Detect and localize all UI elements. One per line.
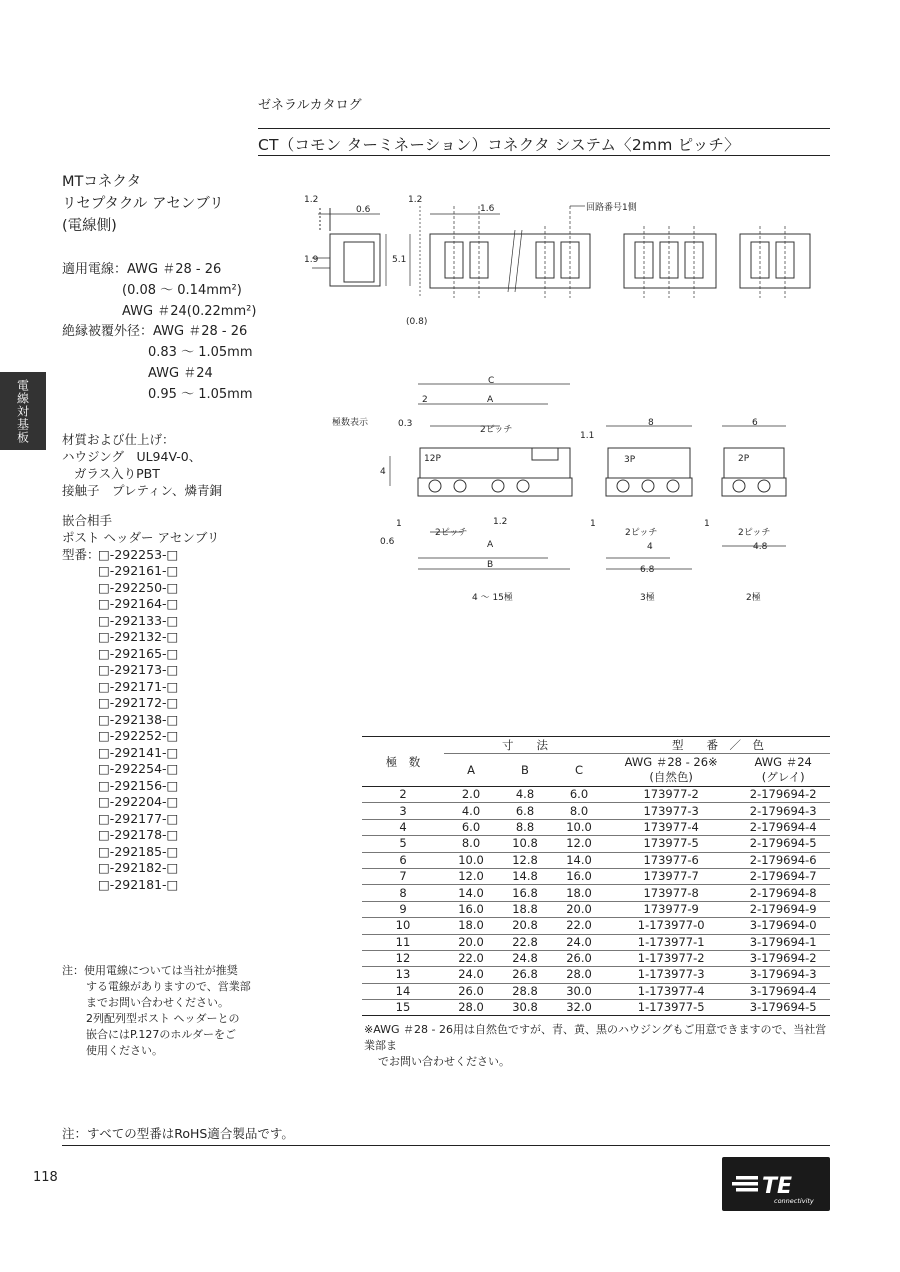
series-title: CT（コモン ターミネーション）コネクタ システム〈2mm ピッチ〉 bbox=[258, 136, 740, 154]
table-cell: 4.8 bbox=[498, 787, 552, 803]
table-cell: 22.0 bbox=[444, 950, 498, 966]
dim-label: 1.6 bbox=[480, 204, 495, 214]
part-number-item: □-292204-□ bbox=[98, 794, 179, 810]
table-cell: 1-173977-0 bbox=[606, 918, 736, 934]
table-row bbox=[362, 885, 830, 901]
te-logo-icon bbox=[722, 1157, 830, 1211]
dim-label: 1.9 bbox=[304, 255, 319, 265]
table-cell: 6 bbox=[362, 852, 444, 868]
col-c: C bbox=[552, 754, 606, 787]
bottom-view-multi bbox=[390, 384, 572, 569]
mating-line: 嵌合相手 bbox=[62, 513, 113, 528]
table-cell: 8.0 bbox=[552, 803, 606, 819]
page-number: 118 bbox=[33, 1170, 58, 1185]
note-line: する電線がありますので、営業部 bbox=[86, 979, 251, 993]
part-number-item: □-292177-□ bbox=[98, 810, 179, 826]
pole-marking: 3P bbox=[624, 455, 636, 465]
product-name bbox=[62, 172, 224, 237]
table-cell: 12 bbox=[362, 950, 444, 966]
front-view-2pole bbox=[740, 226, 810, 298]
part-number-item: □-292171-□ bbox=[98, 678, 179, 694]
table-cell: 6.0 bbox=[552, 787, 606, 803]
table-cell: 16.0 bbox=[552, 868, 606, 884]
dim-label: 0.6 bbox=[356, 205, 371, 215]
table-cell: 28.0 bbox=[552, 967, 606, 983]
footer-rule bbox=[62, 1145, 830, 1146]
table-cell: 20.0 bbox=[444, 934, 498, 950]
material-spec bbox=[62, 432, 222, 500]
header-rule-bottom bbox=[258, 155, 830, 156]
dim-label: 1.1 bbox=[580, 431, 595, 441]
part-number-item: □-292141-□ bbox=[98, 744, 179, 760]
table-cell: 13 bbox=[362, 967, 444, 983]
note-line: までお問い合わせください。 bbox=[86, 995, 229, 1009]
part-number-item: □-292132-□ bbox=[98, 629, 179, 645]
spec-line: 絶縁被覆外径：AWG ＃28 - 26 bbox=[62, 324, 248, 340]
table-cell: 9 bbox=[362, 901, 444, 917]
table-cell: 2-179694-4 bbox=[736, 819, 830, 835]
col-group-model: 型 番 ／ 色 bbox=[606, 737, 830, 754]
table-cell: 10.0 bbox=[552, 819, 606, 835]
table-cell: 3-179694-1 bbox=[736, 934, 830, 950]
table-cell: 6.0 bbox=[444, 819, 498, 835]
table-cell: 26.0 bbox=[444, 983, 498, 999]
part-number-item: □-292185-□ bbox=[98, 843, 179, 859]
rohs-note: 注：すべての型番はRoHS適合製品です。 bbox=[62, 1126, 294, 1141]
dim-label: 4 bbox=[647, 542, 653, 552]
table-note-line: ※AWG ＃28 - 26用は自然色ですが、青、黄、黒のハウジングもご用意できますので、当社営業部ま bbox=[364, 1023, 827, 1052]
caption-2pole: 2極 bbox=[746, 593, 761, 603]
col-a: A bbox=[444, 754, 498, 787]
note-line: 注：使用電線については当社が推奨 bbox=[62, 964, 238, 977]
spec-line: (0.08 ～ 0.14mm²) bbox=[122, 282, 242, 298]
dim-label: A bbox=[487, 540, 494, 550]
dim-label: 4.8 bbox=[753, 542, 768, 552]
pole-marking: 12P bbox=[424, 454, 441, 464]
caption-3pole: 3極 bbox=[640, 593, 655, 603]
dim-label: 1.2 bbox=[408, 195, 423, 205]
table-cell: 173977-5 bbox=[606, 836, 736, 852]
table-cell: 2-179694-2 bbox=[736, 787, 830, 803]
table-cell: 2-179694-5 bbox=[736, 836, 830, 852]
part-number-item: □-292165-□ bbox=[98, 645, 179, 661]
table-cell: 1-173977-4 bbox=[606, 983, 736, 999]
dim-label: 6.8 bbox=[640, 565, 655, 575]
part-number-item: □-292161-□ bbox=[98, 563, 179, 579]
table-cell: 11 bbox=[362, 934, 444, 950]
table-cell: 28.8 bbox=[498, 983, 552, 999]
dim-label: (0.8) bbox=[406, 317, 428, 327]
front-view-multi bbox=[410, 206, 590, 298]
product-line1: MTコネクタ bbox=[62, 174, 142, 190]
part-number-item: □-292156-□ bbox=[98, 777, 179, 793]
product-line2: リセプタクル アセンブリ bbox=[62, 195, 224, 212]
part-number-item: □-292253-□ bbox=[98, 546, 179, 562]
table-row bbox=[362, 950, 830, 966]
table-cell: 3-179694-4 bbox=[736, 983, 830, 999]
table-cell: 2 bbox=[362, 787, 444, 803]
table-cell: 20.8 bbox=[498, 918, 552, 934]
table-cell: 8.8 bbox=[498, 819, 552, 835]
dim-label: 6 bbox=[752, 418, 758, 428]
side-view bbox=[312, 208, 386, 286]
table-cell: 14.0 bbox=[552, 852, 606, 868]
product-line3: (電線側) bbox=[62, 217, 117, 234]
table-cell: 173977-9 bbox=[606, 901, 736, 917]
table-row bbox=[362, 934, 830, 950]
part-number-item: □-292133-□ bbox=[98, 612, 179, 628]
part-number-list bbox=[62, 547, 219, 894]
table-cell: 8.0 bbox=[444, 836, 498, 852]
table-cell: 173977-4 bbox=[606, 819, 736, 835]
table-note bbox=[364, 1022, 834, 1070]
front-view-3pole bbox=[624, 226, 716, 298]
part-number-table bbox=[362, 736, 830, 1016]
material-line: 接触子 プレティン、燐青銅 bbox=[62, 482, 223, 498]
table-cell: 14.8 bbox=[498, 868, 552, 884]
table-cell: 24.8 bbox=[498, 950, 552, 966]
table-cell: 2.0 bbox=[444, 787, 498, 803]
material-line: ガラス入りPBT bbox=[74, 465, 160, 481]
te-logo bbox=[722, 1157, 830, 1211]
dim-label: 5.1 bbox=[392, 255, 407, 265]
dim-label: 2ピッチ bbox=[480, 425, 513, 435]
spec-line: AWG ＃24 bbox=[148, 365, 213, 381]
part-number-item: □-292164-□ bbox=[98, 596, 179, 612]
col-group-dims: 寸 法 bbox=[444, 737, 606, 754]
dim-label: 4 bbox=[380, 467, 386, 477]
spec-line: 0.95 ～ 1.05mm bbox=[148, 386, 253, 402]
spec-line: 適用電線：AWG ＃28 - 26 bbox=[62, 262, 222, 277]
dim-label: 2ピッチ bbox=[435, 528, 468, 538]
table-cell: 26.8 bbox=[498, 967, 552, 983]
part-number-label: 型番： bbox=[62, 546, 100, 562]
table-row bbox=[362, 918, 830, 934]
table-row bbox=[362, 967, 830, 983]
table-cell: 10 bbox=[362, 918, 444, 934]
table-cell: 173977-3 bbox=[606, 803, 736, 819]
table-cell: 26.0 bbox=[552, 950, 606, 966]
table-cell: 7 bbox=[362, 868, 444, 884]
section-tab-label: 電線対基板 bbox=[15, 378, 30, 444]
material-line: ハウジング UL94V-0、 bbox=[62, 448, 202, 464]
part-number-item: □-292254-□ bbox=[98, 761, 179, 777]
table-cell: 173977-7 bbox=[606, 868, 736, 884]
section-tab bbox=[0, 372, 46, 450]
note-line: 嵌合にはP.127のホルダーをご bbox=[86, 1027, 236, 1041]
part-number-item: □-292182-□ bbox=[98, 860, 179, 876]
table-cell: 2-179694-8 bbox=[736, 885, 830, 901]
dim-label: 0.3 bbox=[398, 419, 413, 429]
callout-label: 極数表示 bbox=[332, 418, 369, 428]
table-cell: 1-173977-3 bbox=[606, 967, 736, 983]
wire-note bbox=[62, 963, 272, 1059]
table-cell: 14.0 bbox=[444, 885, 498, 901]
part-number-item: □-292178-□ bbox=[98, 827, 179, 843]
dim-label: 2ピッチ bbox=[738, 528, 771, 538]
table-cell: 32.0 bbox=[552, 1000, 606, 1016]
table-cell: 173977-2 bbox=[606, 787, 736, 803]
table-row bbox=[362, 787, 830, 803]
table-cell: 6.8 bbox=[498, 803, 552, 819]
svg-text:connectivity: connectivity bbox=[774, 1197, 814, 1205]
mating-parts bbox=[62, 513, 219, 893]
dim-label: 2ピッチ bbox=[625, 528, 658, 538]
part-number-item: □-292172-□ bbox=[98, 695, 179, 711]
dim-label: 1 bbox=[396, 519, 402, 529]
table-cell: 30.0 bbox=[552, 983, 606, 999]
pole-marking: 2P bbox=[738, 454, 750, 464]
col-b: B bbox=[498, 754, 552, 787]
table-cell: 15 bbox=[362, 1000, 444, 1016]
table-cell: 1-173977-5 bbox=[606, 1000, 736, 1016]
col-poles: 極 数 bbox=[362, 737, 444, 787]
table-row bbox=[362, 868, 830, 884]
part-number-item: □-292250-□ bbox=[98, 579, 179, 595]
dim-label: 1 bbox=[590, 519, 596, 529]
table-cell: 28.0 bbox=[444, 1000, 498, 1016]
table-cell: 2-179694-3 bbox=[736, 803, 830, 819]
dim-label: 1 bbox=[704, 519, 710, 529]
note-line: 使用ください。 bbox=[86, 1043, 163, 1057]
spec-line: AWG ＃24(0.22mm²) bbox=[122, 303, 257, 319]
table-cell: 4.0 bbox=[444, 803, 498, 819]
table-row bbox=[362, 803, 830, 819]
table-cell: 173977-8 bbox=[606, 885, 736, 901]
svg-text:TE: TE bbox=[762, 1174, 793, 1199]
dim-label: 8 bbox=[648, 418, 654, 428]
spec-line: 0.83 ～ 1.05mm bbox=[148, 345, 253, 361]
part-number-item: □-292181-□ bbox=[98, 876, 179, 892]
table-cell: 2-179694-6 bbox=[736, 852, 830, 868]
table-cell: 8 bbox=[362, 885, 444, 901]
header-rule bbox=[258, 128, 830, 129]
dim-label: B bbox=[487, 560, 494, 570]
table-cell: 3-179694-3 bbox=[736, 967, 830, 983]
table-cell: 24.0 bbox=[552, 934, 606, 950]
table-row bbox=[362, 983, 830, 999]
dim-label: A bbox=[487, 395, 494, 405]
table-row bbox=[362, 836, 830, 852]
dim-label: 2 bbox=[422, 395, 428, 405]
table-cell: 22.0 bbox=[552, 918, 606, 934]
caption-multi: 4 ～ 15極 bbox=[472, 593, 513, 603]
table-cell: 22.8 bbox=[498, 934, 552, 950]
dim-label: C bbox=[488, 376, 495, 386]
callout-label: 回路番号1側 bbox=[586, 203, 637, 213]
table-cell: 2-179694-7 bbox=[736, 868, 830, 884]
table-cell: 1-173977-2 bbox=[606, 950, 736, 966]
table-cell: 3 bbox=[362, 803, 444, 819]
table-note-line: でお問い合わせください。 bbox=[378, 1054, 510, 1068]
table-cell: 10.8 bbox=[498, 836, 552, 852]
table-cell: 14 bbox=[362, 983, 444, 999]
part-number-item: □-292173-□ bbox=[98, 662, 179, 678]
table-cell: 3-179694-0 bbox=[736, 918, 830, 934]
table-cell: 16.0 bbox=[444, 901, 498, 917]
table-cell: 20.0 bbox=[552, 901, 606, 917]
table-cell: 3-179694-2 bbox=[736, 950, 830, 966]
table-cell: 18.0 bbox=[444, 918, 498, 934]
table-cell: 18.0 bbox=[552, 885, 606, 901]
table-row bbox=[362, 819, 830, 835]
dim-label: 0.6 bbox=[380, 537, 395, 547]
note-line: 2列配列型ポスト ヘッダーとの bbox=[86, 1011, 240, 1025]
table-cell: 1-173977-1 bbox=[606, 934, 736, 950]
mating-line: ポスト ヘッダー アセンブリ bbox=[62, 529, 220, 545]
part-number-item: □-292252-□ bbox=[98, 728, 179, 744]
table-cell: 24.0 bbox=[444, 967, 498, 983]
table-row bbox=[362, 1000, 830, 1016]
col-awg24: AWG ＃24 (グレイ) bbox=[736, 754, 830, 787]
col-awg28: AWG ＃28 - 26※ (自然色) bbox=[606, 754, 736, 787]
table-cell: 10.0 bbox=[444, 852, 498, 868]
table-cell: 4 bbox=[362, 819, 444, 835]
wire-spec bbox=[62, 260, 256, 406]
table-cell: 30.8 bbox=[498, 1000, 552, 1016]
part-number-item: □-292138-□ bbox=[98, 711, 179, 727]
table-cell: 2-179694-9 bbox=[736, 901, 830, 917]
table-cell: 173977-6 bbox=[606, 852, 736, 868]
table-cell: 3-179694-5 bbox=[736, 1000, 830, 1016]
table-cell: 5 bbox=[362, 836, 444, 852]
table-cell: 16.8 bbox=[498, 885, 552, 901]
table-row bbox=[362, 901, 830, 917]
table-cell: 12.0 bbox=[552, 836, 606, 852]
catalog-title: ゼネラルカタログ bbox=[258, 98, 362, 113]
table-cell: 18.8 bbox=[498, 901, 552, 917]
table-cell: 12.0 bbox=[444, 868, 498, 884]
table-cell: 12.8 bbox=[498, 852, 552, 868]
table-row bbox=[362, 852, 830, 868]
dim-label: 1.2 bbox=[493, 517, 508, 527]
material-line: 材質および仕上げ： bbox=[62, 432, 175, 447]
dim-label: 1.2 bbox=[304, 195, 319, 205]
connector-drawing bbox=[290, 186, 835, 611]
